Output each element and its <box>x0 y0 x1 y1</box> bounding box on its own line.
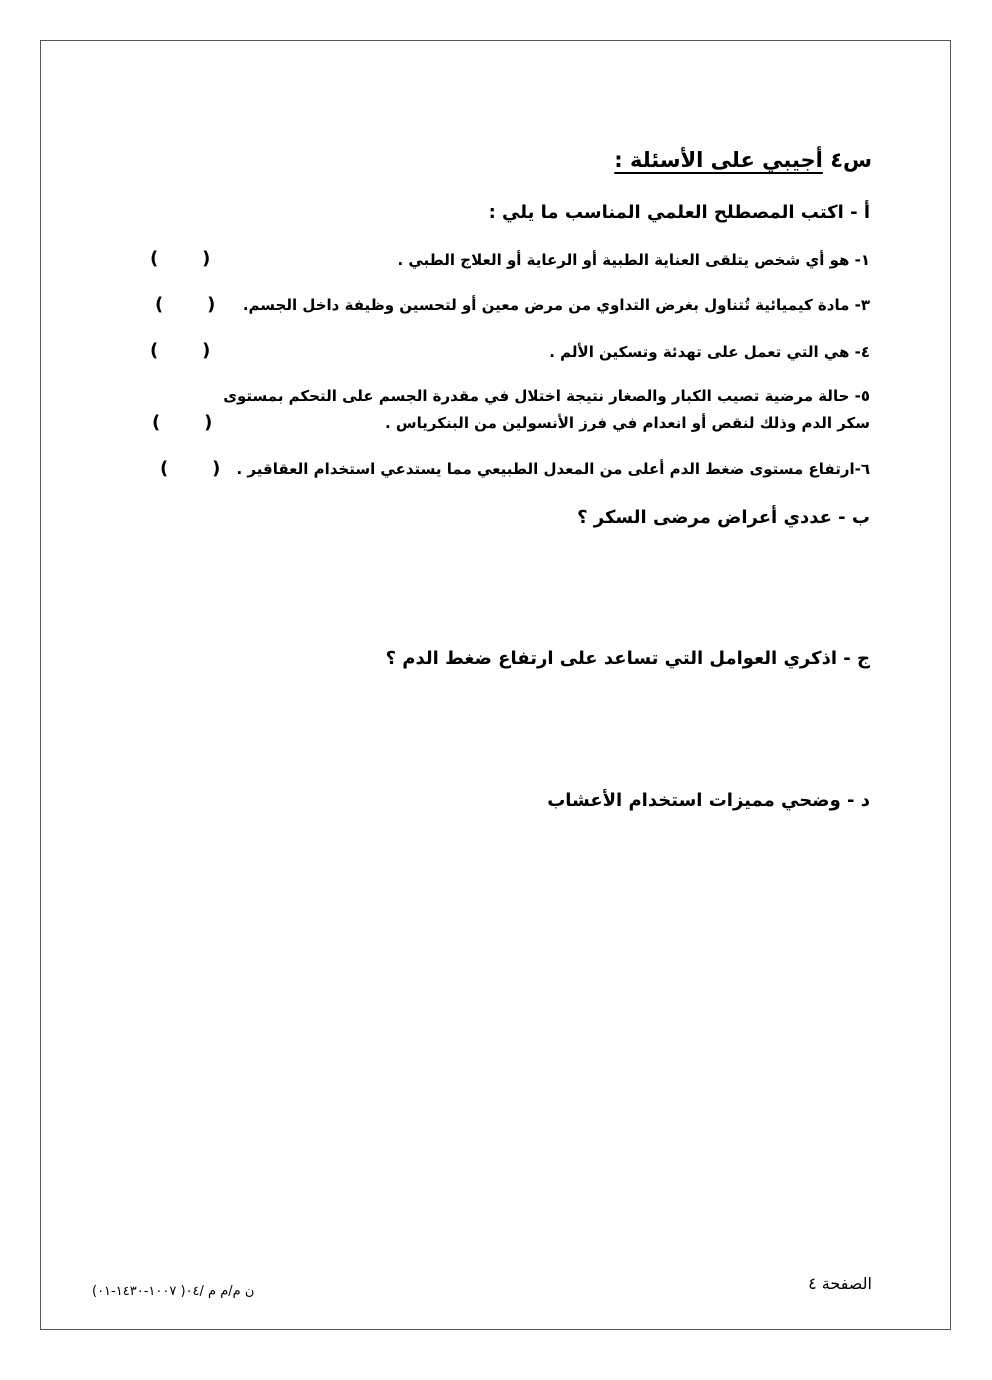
item-1-text: ١- هو أي شخص يتلقى العناية الطبية أو الرعاية أو العلاج الطبي . <box>397 251 870 269</box>
part-c-heading: ج - اذكري العوامل التي تساعد على ارتفاع ضغط الدم ؟ <box>385 648 870 669</box>
item-5-text-line2: سكر الدم وذلك لنقص أو انعدام في فرز الأنسولين من البنكرياس . <box>385 414 870 432</box>
item-1-blank[interactable]: ( ) <box>150 248 211 269</box>
question-title-text: أجيبي على الأسئلة : <box>614 148 823 172</box>
part-b-heading: ب - عددي أعراض مرضى السكر ؟ <box>577 507 870 528</box>
item-6-blank[interactable]: ( ) <box>160 458 221 479</box>
item-4-blank[interactable]: ( ) <box>150 340 211 361</box>
item-6-text: ٦-ارتفاع مستوى ضغط الدم أعلى من المعدل الطبيعي مما يستدعي استخدام العقاقير . <box>236 460 870 478</box>
part-a-heading: أ - اكتب المصطلح العلمي المناسب ما يلي : <box>488 202 870 223</box>
item-5-blank[interactable]: ( ) <box>152 412 213 433</box>
item-5-text-line1: ٥- حالة مرضية تصيب الكبار والصغار نتيجة اختلال في مقدرة الجسم على التحكم بمستوى <box>223 387 870 405</box>
question-title <box>614 148 872 172</box>
question-number: س٤ <box>830 148 872 172</box>
page-number: الصفحة ٤ <box>808 1274 872 1293</box>
page-frame <box>40 40 951 1330</box>
part-d-heading: د - وضحي مميزات استخدام الأعشاب <box>547 790 870 811</box>
item-3-blank[interactable]: ( ) <box>155 294 216 315</box>
document-code: ن م/م م /٠٤( ١٠٠٧-١٤٣٠-٠١) <box>92 1284 255 1299</box>
item-3-text: ٣- مادة كيميائية تُتناول بغرض التداوي من مرض معين أو لتحسين وظيفة داخل الجسم. <box>242 296 870 314</box>
item-4-text: ٤- هي التي تعمل على تهدئة وتسكين الألم . <box>549 343 870 361</box>
